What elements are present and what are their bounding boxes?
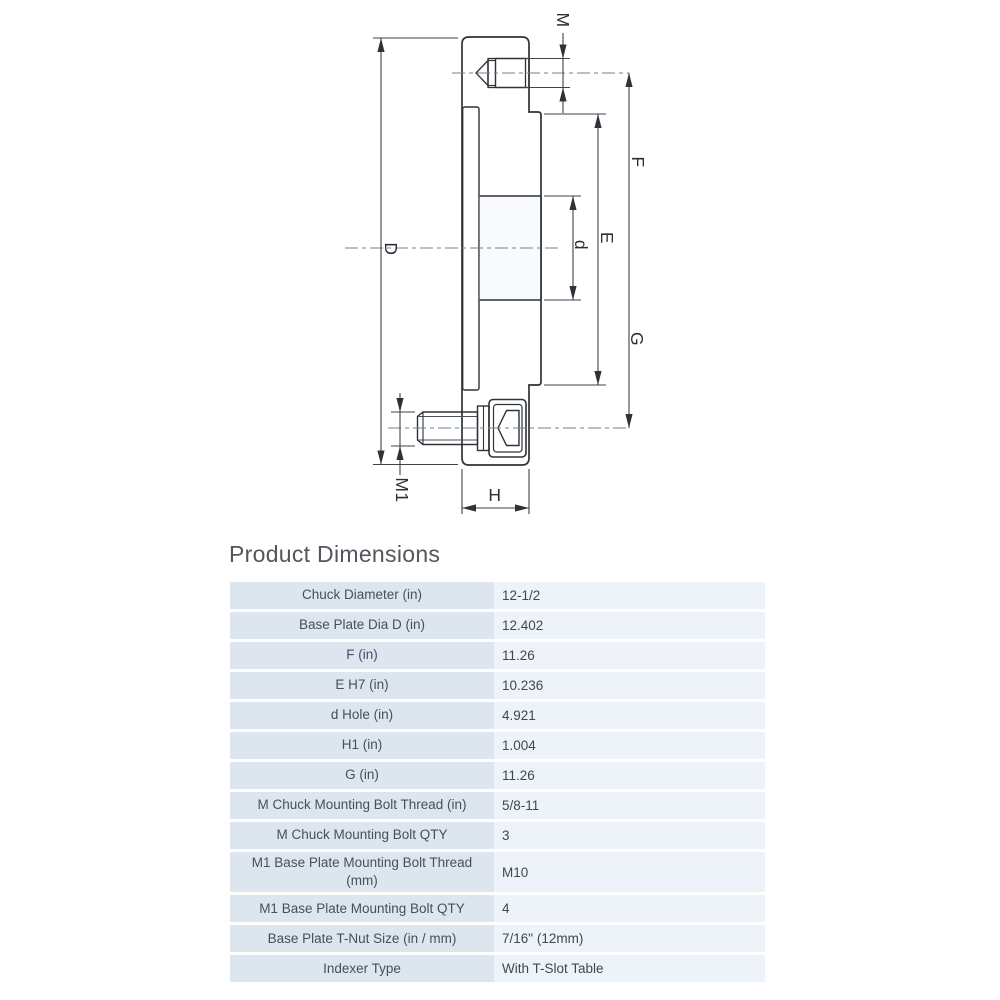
spec-label: Base Plate T-Nut Size (in / mm) [230, 925, 494, 952]
dim-label-D: D [381, 242, 401, 256]
spec-value: 5/8-11 [494, 792, 765, 819]
spec-value: 1.004 [494, 732, 765, 759]
spec-value: 11.26 [494, 642, 765, 669]
table-row [230, 895, 768, 922]
table-row [230, 582, 768, 609]
table-row [230, 852, 768, 892]
table-row [230, 762, 768, 789]
spec-value: 10.236 [494, 672, 765, 699]
dimension-H [462, 469, 529, 514]
spec-value: 11.26 [494, 762, 765, 789]
dim-label-M1: M1 [392, 477, 412, 503]
spec-label: H1 (in) [230, 732, 494, 759]
spec-value: 3 [494, 822, 765, 849]
dimension-F-G [625, 73, 648, 428]
table-row [230, 702, 768, 729]
spec-value: 4 [494, 895, 765, 922]
dim-label-H: H [488, 485, 502, 505]
dim-label-M: M [553, 12, 573, 28]
product-dimensions-table [230, 582, 768, 985]
spec-label: Chuck Diameter (in) [230, 582, 494, 609]
table-row [230, 955, 768, 982]
spec-label: M1 Base Plate Mounting Bolt QTY [230, 895, 494, 922]
spec-label: M Chuck Mounting Bolt Thread (in) [230, 792, 494, 819]
spec-value: 7/16" (12mm) [494, 925, 765, 952]
dimension-D [373, 38, 458, 465]
dim-label-d: d [571, 239, 591, 251]
spec-value: 4.921 [494, 702, 765, 729]
spec-value: 12-1/2 [494, 582, 765, 609]
spec-label: G (in) [230, 762, 494, 789]
table-row [230, 925, 768, 952]
spec-value: M10 [494, 852, 765, 892]
spec-label: d Hole (in) [230, 702, 494, 729]
dimension-M1 [391, 393, 415, 503]
spec-label: E H7 (in) [230, 672, 494, 699]
spec-value: With T-Slot Table [494, 955, 765, 982]
spec-label: Indexer Type [230, 955, 494, 982]
table-row [230, 822, 768, 849]
spec-label: M Chuck Mounting Bolt QTY [230, 822, 494, 849]
table-row [230, 792, 768, 819]
section-title: Product Dimensions [229, 541, 441, 567]
table-row [230, 642, 768, 669]
table-row [230, 732, 768, 759]
dim-label-G: G [627, 331, 647, 347]
spec-label: Base Plate Dia D (in) [230, 612, 494, 639]
spec-label: M1 Base Plate Mounting Bolt Thread (mm) [230, 852, 494, 892]
spec-value: 12.402 [494, 612, 765, 639]
table-row [230, 612, 768, 639]
dim-label-F: F [628, 156, 648, 168]
baseplate-cross-section [462, 37, 541, 465]
table-row [230, 672, 768, 699]
dim-label-E: E [597, 231, 617, 245]
spec-label: F (in) [230, 642, 494, 669]
